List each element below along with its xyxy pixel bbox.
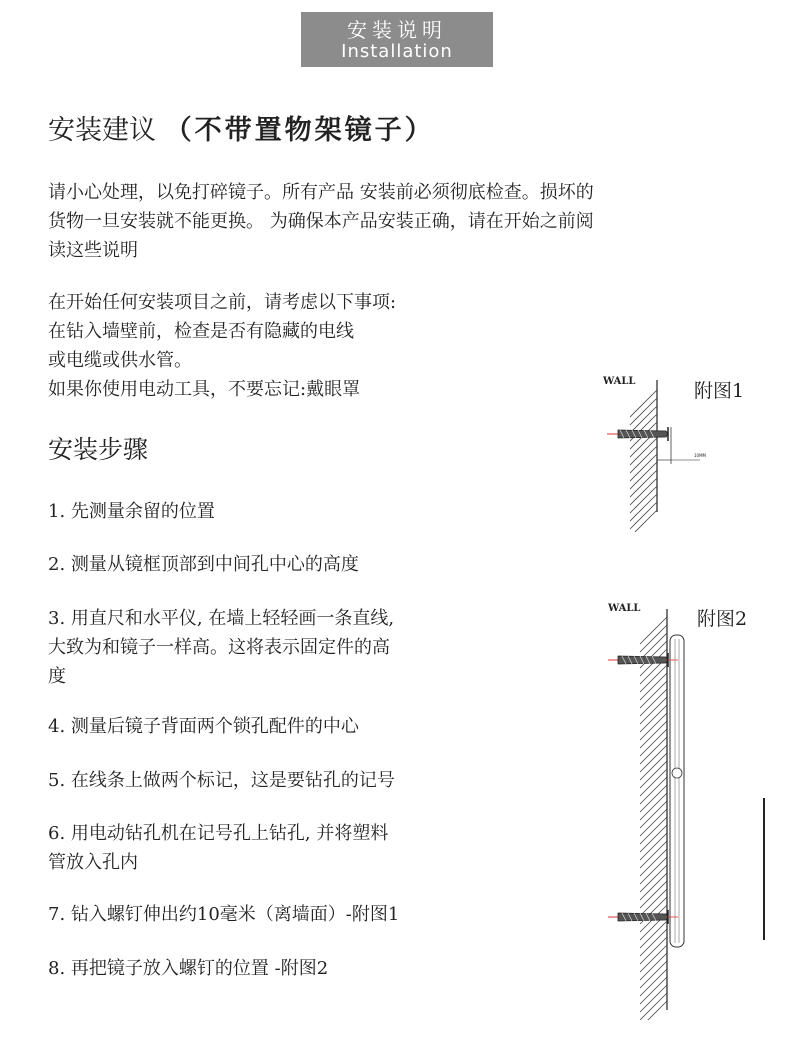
step-item — [48, 604, 518, 691]
step-item — [48, 900, 518, 929]
title-main: 安装建议 — [48, 115, 165, 146]
header-english: Installation — [341, 41, 453, 62]
step-line: 3. 用直尺和水平仪, 在墙上轻轻画一条直线, — [48, 608, 395, 629]
figure1-wall-label: WALL — [603, 376, 636, 387]
step-line: 7. 钻入螺钉伸出约10毫米（离墙面）-附图1 — [48, 904, 400, 925]
step-item — [48, 497, 518, 526]
intro-line: 读这些说明 — [48, 240, 138, 261]
figure1-screw — [607, 427, 700, 464]
step-line: 度 — [48, 666, 66, 687]
figure2-label: 附图2 — [697, 608, 748, 630]
steps-title: 安装步骤 — [48, 435, 149, 464]
step-item — [48, 550, 518, 579]
figure2-diagram — [600, 595, 780, 1020]
step-item — [48, 766, 518, 795]
step-line: 2. 测量从镜框顶部到中间孔中心的高度 — [48, 554, 359, 575]
step-line: 8. 再把镜子放入螺钉的位置 -附图2 — [48, 958, 329, 979]
intro-line: 请小心处理，以免打碎镜子。所有产品 安装前必须彻底检查。损坏的 — [48, 182, 594, 203]
step-line: 1. 先测量余留的位置 — [48, 501, 215, 522]
precaution-line: 在钻入墙壁前，检查是否有隐藏的电线 — [48, 321, 354, 342]
intro-paragraph — [48, 178, 768, 265]
precaution-line: 如果你使用电动工具，不要忘记:戴眼罩 — [48, 379, 361, 400]
step-line: 大致为和镜子一样高。这将表示固定件的高 — [48, 637, 390, 658]
intro-line: 货物一旦安装就不能更换。 为确保本产品安装正确，请在开始之前阅 — [48, 211, 594, 232]
step-item — [48, 819, 518, 877]
precaution-line: 在开始任何安装项目之前，请考虑以下事项: — [48, 292, 397, 313]
step-line: 4. 测量后镜子背面两个锁孔配件的中心 — [48, 716, 359, 737]
figure2-wall-hatch — [640, 609, 667, 1020]
figure2-wall-label: WALL — [608, 603, 641, 614]
title-note: （不带置物架镜子） — [164, 115, 435, 146]
step-line: 6. 用电动钻孔机在记号孔上钻孔, 并将塑料 — [48, 823, 389, 844]
step-line: 管放入孔内 — [48, 852, 138, 873]
figure1-diagram — [590, 372, 730, 532]
figure2-mirror — [670, 635, 684, 947]
figure1-label: 附图1 — [694, 380, 745, 402]
figure1-dimension: 10MM — [694, 453, 706, 458]
precaution-line: 或电缆或供水管。 — [48, 350, 192, 371]
step-item — [48, 954, 518, 983]
figure1-wall-hatch — [630, 380, 657, 532]
precautions-paragraph — [48, 288, 528, 404]
figure2-screw-bottom — [608, 910, 678, 924]
header-chinese: 安装说明 — [347, 18, 447, 42]
step-item — [48, 712, 518, 741]
section-header — [301, 12, 493, 67]
step-line: 5. 在线条上做两个标记，这是要钻孔的记号 — [48, 770, 395, 791]
page-title — [48, 108, 435, 147]
